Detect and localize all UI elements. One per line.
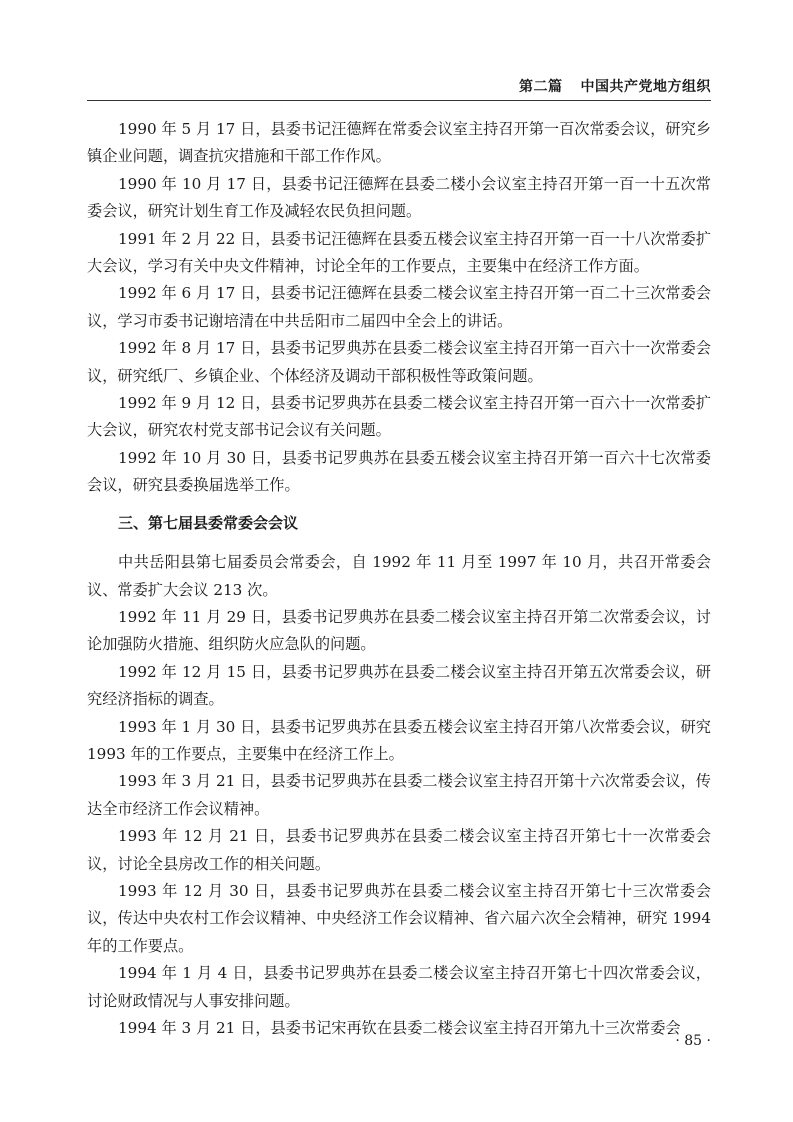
paragraph: 1993 年 12 月 30 日，县委书记罗典苏在县委二楼会议室主持召开第七十三次常委会议，传达中央农村工作会议精神、中央经济工作会议精神、省六届六次全会精神，研究 1994 年的工作要点。: [87, 881, 711, 955]
section-heading: 三、第七届县委常委会会议: [118, 513, 299, 532]
page-header: [87, 72, 711, 101]
paragraph: 1992 年 10 月 30 日，县委书记罗典苏在县委五楼会议室主持召开第一百六十七次常委会议，研究县委换届选举工作。: [87, 448, 711, 495]
paragraph: 1993 年 3 月 21 日，县委书记罗典苏在县委二楼会议室主持召开第十六次常委会议，传达全市经济工作会议精神。: [87, 772, 711, 818]
paragraph: 1994 年 3 月 21 日，县委书记宋再钦在县委二楼会议室主持召开第九十三次常委会: [118, 1019, 681, 1037]
page-number: · 85 ·: [675, 1033, 711, 1049]
paragraph: 中共岳阳县第七届委员会常委会，自 1992 年 11 月至 1997 年 10 月，共召开常委会议、常委扩大会议 213 次。: [87, 553, 711, 599]
page-body: [87, 116, 711, 1042]
paragraph: 1990 年 5 月 17 日，县委书记汪德辉在常委会议室主持召开第一百次常委会议，研究乡镇企业问题，调查抗灾措施和干部工作作风。: [87, 120, 711, 166]
header-title: 中国共产党地方组织: [580, 79, 711, 95]
paragraph: 1993 年 12 月 21 日，县委书记罗典苏在县委二楼会议室主持召开第七十一次常委会议，讨论全县房改工作的相关问题。: [87, 827, 711, 873]
paragraph: 1994 年 1 月 4 日，县委书记罗典苏在县委二楼会议室主持召开第七十四次常委会议，讨论财政情况与人事安排问题。: [87, 964, 711, 1010]
header-part: 第二篇: [519, 79, 563, 95]
paragraph: 1993 年 1 月 30 日，县委书记罗典苏在县委五楼会议室主持召开第八次常委会议，研究 1993 年的工作要点，主要集中在经济工作上。: [87, 717, 711, 763]
paragraph: 1992 年 9 月 12 日，县委书记罗典苏在县委二楼会议室主持召开第一百六十一次常委扩大会议，研究农村党支部书记会议有关问题。: [87, 394, 711, 440]
paragraph: 1990 年 10 月 17 日，县委书记汪德辉在县委二楼小会议室主持召开第一百一十五次常委会议，研究计划生育工作及减轻农民负担问题。: [87, 174, 711, 221]
paragraph: 1992 年 11 月 29 日，县委书记罗典苏在县委二楼会议室主持召开第二次常委会议，讨论加强防火措施、组织防火应急队的问题。: [87, 607, 711, 654]
running-head: [519, 76, 711, 96]
paragraph: 1992 年 8 月 17 日，县委书记罗典苏在县委二楼会议室主持召开第一百六十一次常委会议，研究纸厂、乡镇企业、个体经济及调动干部积极性等政策问题。: [87, 339, 711, 385]
paragraph: 1992 年 12 月 15 日，县委书记罗典苏在县委二楼会议室主持召开第五次常委会议，研究经济指标的调查。: [87, 662, 711, 709]
paragraph: 1992 年 6 月 17 日，县委书记汪德辉在县委二楼会议室主持召开第一百二十三次常委会议，学习市委书记谢培清在中共岳阳市二届四中全会上的讲话。: [87, 284, 711, 330]
paragraph: 1991 年 2 月 22 日，县委书记汪德辉在县委五楼会议室主持召开第一百一十八次常委扩大会议，学习有关中央文件精神，讨论全年的工作要点，主要集中在经济工作方面。: [87, 229, 711, 276]
